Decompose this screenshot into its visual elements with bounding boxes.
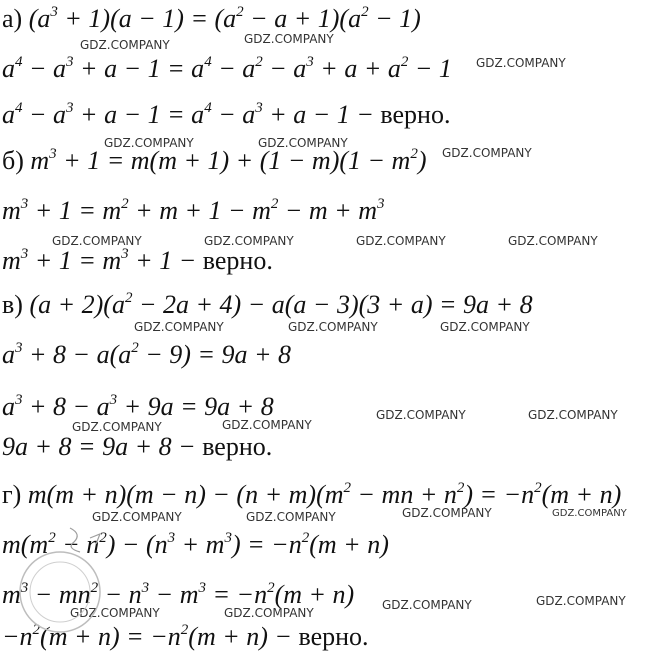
watermark: GDZ.COMPANY (244, 32, 334, 46)
watermark: GDZ.COMPANY (52, 234, 142, 248)
equation-g-4: $-n^2(m + n) = -n^2(m + n)$ − верно. (2, 622, 369, 651)
watermark: GDZ.COMPANY (222, 418, 312, 432)
item-label-g: г) (2, 480, 22, 509)
equation-g-3: $m^3 - mn^2 - n^3 - m^3 = -n^2(m + n)$ (2, 580, 355, 609)
watermark: GDZ.COMPANY (246, 510, 336, 524)
equation-g-1: г) $m(m + n)(m - n) - (n + m)(m^2$ − mn + $n^2) = -n^2(m + n)$ (2, 480, 622, 509)
item-label-b: б) (2, 146, 24, 175)
equation-a-2: $a^4 - a^3 + a - 1 = a^4 - a^2 - a^3 + a + a^2 - 1$ (2, 54, 452, 83)
equation-a-1: а) $(a^3 + 1)(a - 1) = (a^2 - a + 1)(a^2 - 1)$ (2, 4, 421, 33)
watermark: GDZ.COMPANY (258, 136, 348, 150)
watermark: GDZ.COMPANY (104, 136, 194, 150)
equation-v-3: $a^3 + 8 - a^3 + 9a = 9a + 8$ (2, 392, 274, 421)
item-label-v: в) (2, 290, 23, 319)
verdict-b: верно. (202, 246, 273, 275)
watermark: GDZ.COMPANY (288, 320, 378, 334)
equation-b-1: б) $m^3 + 1 = m(m + 1) + (1 - m)(1 - m^2)$ (2, 146, 427, 175)
equation-a-3: $a^4 - a^3 + a - 1 = a^4 - a^3 + a - 1$ − верно. (2, 100, 451, 129)
watermark: GDZ.COMPANY (382, 598, 472, 612)
watermark: GDZ.COMPANY (442, 146, 532, 160)
equation-g-2: $m(m^2 - n^2) - (n^3 + m^3) = -n^2(m + n)$ (2, 530, 389, 559)
equation-v-2: $a^3 + 8 - a(a^2 - 9) = 9a + 8$ (2, 340, 292, 369)
watermark: GDZ.COMPANY (552, 508, 627, 519)
watermark: GDZ.COMPANY (224, 606, 314, 620)
watermark: GDZ.COMPANY (536, 594, 626, 608)
equation-v-4: 9a + 8 = 9a + 8 − верно. (2, 432, 273, 461)
watermark: GDZ.COMPANY (508, 234, 598, 248)
watermark: GDZ.COMPANY (134, 320, 224, 334)
verdict-g: верно. (298, 622, 369, 651)
item-label-a: а) (2, 4, 23, 33)
verdict-v: верно. (202, 432, 273, 461)
equation-b-3: $m^3 + 1 = m^3 + 1$ − верно. (2, 246, 273, 275)
stamp-icon (0, 520, 130, 640)
watermark: GDZ.COMPANY (92, 510, 182, 524)
watermark: GDZ.COMPANY (402, 506, 492, 520)
watermark: GDZ.COMPANY (72, 420, 162, 434)
verdict-a: верно. (380, 100, 451, 129)
watermark: GDZ.COMPANY (80, 38, 170, 52)
watermark: GDZ.COMPANY (376, 408, 466, 422)
watermark: GDZ.COMPANY (528, 408, 618, 422)
watermark: GDZ.COMPANY (70, 606, 160, 620)
equation-b-2: $m^3 + 1 = m^2 + m + 1 - m^2 - m + m^3$ (2, 196, 385, 225)
watermark: GDZ.COMPANY (356, 234, 446, 248)
equation-v-1: в) $(a + 2)(a^2 - 2a + 4) - a(a - 3)(3 + a) = 9a + 8$ (2, 290, 533, 319)
watermark: GDZ.COMPANY (476, 56, 566, 70)
watermark: GDZ.COMPANY (204, 234, 294, 248)
watermark: GDZ.COMPANY (440, 320, 530, 334)
